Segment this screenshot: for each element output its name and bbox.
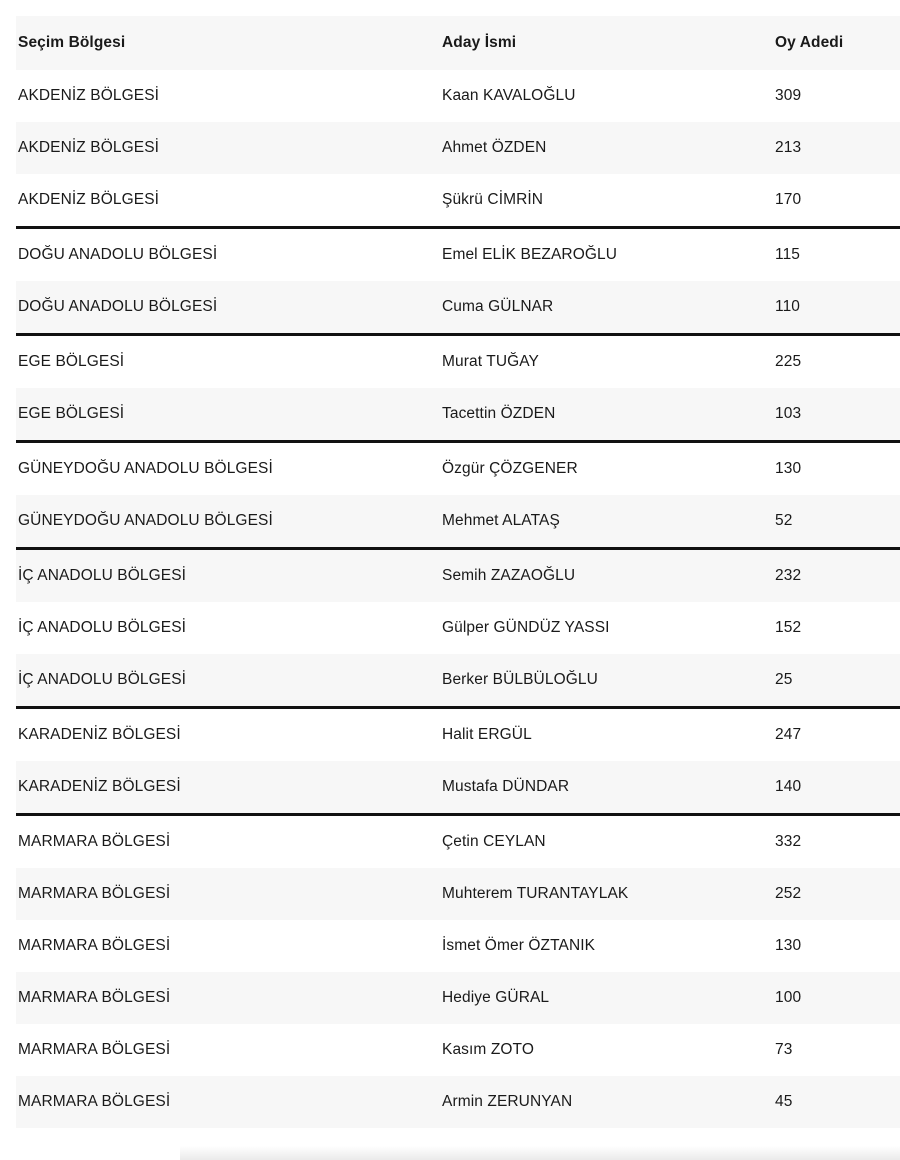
name-cell: Semih ZAZAOĞLU xyxy=(442,567,576,584)
region-cell: MARMARA BÖLGESİ xyxy=(18,989,171,1006)
bottom-shadow xyxy=(180,1146,900,1160)
region-cell: DOĞU ANADOLU BÖLGESİ xyxy=(18,298,218,315)
votes-cell: 332 xyxy=(775,833,802,850)
table-header xyxy=(16,16,900,70)
name-cell: Şükrü CİMRİN xyxy=(442,191,544,208)
table-row xyxy=(16,174,900,226)
name-cell: Armin ZERUNYAN xyxy=(442,1093,573,1110)
votes-cell: 309 xyxy=(775,87,802,104)
votes-cell: 103 xyxy=(775,405,802,422)
votes-cell: 130 xyxy=(775,937,802,954)
name-cell: Kaan KAVALOĞLU xyxy=(442,87,576,104)
region-cell: MARMARA BÖLGESİ xyxy=(18,937,171,954)
table-row xyxy=(16,122,900,174)
region-cell: DOĞU ANADOLU BÖLGESİ xyxy=(18,246,218,263)
votes-cell: 130 xyxy=(775,460,802,477)
table-row xyxy=(16,281,900,333)
name-cell: Hediye GÜRAL xyxy=(442,989,550,1006)
votes-cell: 252 xyxy=(775,885,802,902)
region-cell: AKDENİZ BÖLGESİ xyxy=(18,139,160,156)
table-row xyxy=(16,226,900,281)
name-cell: Ahmet ÖZDEN xyxy=(442,139,547,156)
name-cell: Özgür ÇÖZGENER xyxy=(442,460,578,477)
votes-cell: 170 xyxy=(775,191,802,208)
name-cell: Halit ERGÜL xyxy=(442,726,532,743)
results-table xyxy=(16,16,900,1128)
votes-cell: 25 xyxy=(775,671,793,688)
region-cell: GÜNEYDOĞU ANADOLU BÖLGESİ xyxy=(18,460,273,477)
region-cell: GÜNEYDOĞU ANADOLU BÖLGESİ xyxy=(18,512,273,529)
table-row xyxy=(16,761,900,813)
table-row xyxy=(16,972,900,1024)
region-cell: MARMARA BÖLGESİ xyxy=(18,885,171,902)
table-row xyxy=(16,1076,900,1128)
region-cell: İÇ ANADOLU BÖLGESİ xyxy=(18,671,187,688)
region-cell: MARMARA BÖLGESİ xyxy=(18,1093,171,1110)
name-cell: Çetin CEYLAN xyxy=(442,833,546,850)
votes-cell: 152 xyxy=(775,619,802,636)
name-cell: İsmet Ömer ÖZTANIK xyxy=(442,937,596,954)
table-row xyxy=(16,868,900,920)
table-row xyxy=(16,602,900,654)
votes-cell: 45 xyxy=(775,1093,793,1110)
table-row xyxy=(16,333,900,388)
votes-cell: 225 xyxy=(775,353,802,370)
region-cell: İÇ ANADOLU BÖLGESİ xyxy=(18,567,187,584)
name-cell: Tacettin ÖZDEN xyxy=(442,405,556,422)
region-cell: MARMARA BÖLGESİ xyxy=(18,833,171,850)
table-row xyxy=(16,1024,900,1076)
region-cell: MARMARA BÖLGESİ xyxy=(18,1041,171,1058)
table-row xyxy=(16,706,900,761)
name-cell: Emel ELİK BEZAROĞLU xyxy=(442,246,618,263)
votes-cell: 110 xyxy=(775,298,801,315)
header-region: Seçim Bölgesi xyxy=(18,34,126,51)
votes-cell: 52 xyxy=(775,512,793,529)
table-row xyxy=(16,495,900,547)
table-row xyxy=(16,654,900,706)
votes-cell: 115 xyxy=(775,246,801,263)
votes-cell: 140 xyxy=(775,778,802,795)
region-cell: KARADENİZ BÖLGESİ xyxy=(18,778,181,795)
name-cell: Cuma GÜLNAR xyxy=(442,298,554,315)
table-row xyxy=(16,547,900,602)
table-row xyxy=(16,70,900,122)
region-cell: EGE BÖLGESİ xyxy=(18,405,125,422)
name-cell: Mehmet ALATAŞ xyxy=(442,512,560,529)
votes-cell: 247 xyxy=(775,726,802,743)
votes-cell: 73 xyxy=(775,1041,793,1058)
table-row xyxy=(16,388,900,440)
table-row xyxy=(16,440,900,495)
name-cell: Mustafa DÜNDAR xyxy=(442,778,570,795)
votes-cell: 232 xyxy=(775,567,802,584)
header-votes: Oy Adedi xyxy=(775,34,844,51)
region-cell: AKDENİZ BÖLGESİ xyxy=(18,191,160,208)
name-cell: Murat TUĞAY xyxy=(442,353,539,370)
table-row xyxy=(16,920,900,972)
votes-cell: 213 xyxy=(775,139,802,156)
name-cell: Berker BÜLBÜLOĞLU xyxy=(442,671,598,688)
votes-cell: 100 xyxy=(775,989,802,1006)
region-cell: KARADENİZ BÖLGESİ xyxy=(18,726,181,743)
name-cell: Muhterem TURANTAYLAK xyxy=(442,885,629,902)
name-cell: Kasım ZOTO xyxy=(442,1041,535,1058)
name-cell: Gülper GÜNDÜZ YASSI xyxy=(442,619,610,636)
header-name: Aday İsmi xyxy=(442,34,517,51)
region-cell: AKDENİZ BÖLGESİ xyxy=(18,87,160,104)
region-cell: İÇ ANADOLU BÖLGESİ xyxy=(18,619,187,636)
region-cell: EGE BÖLGESİ xyxy=(18,353,125,370)
table-row xyxy=(16,813,900,868)
